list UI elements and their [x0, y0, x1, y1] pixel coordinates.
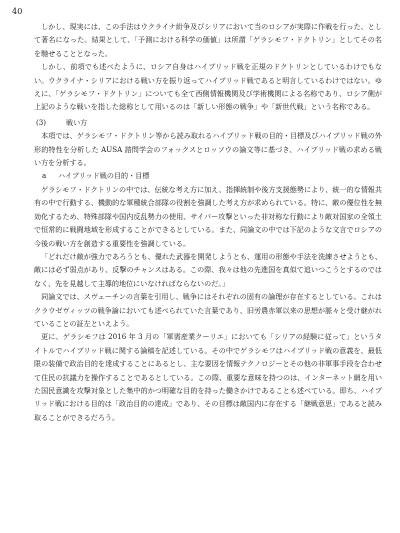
page-number: 40	[12, 7, 23, 16]
section-title: 戦い方	[66, 117, 88, 127]
subsection-heading	[42, 169, 382, 182]
section-heading	[34, 116, 382, 129]
body-paragraph: ゲラシモフ・ドクトリンの中では、伝統な考え方に加え、指揮統制や後方支援態勢により、統一的な情報共有の中で行動する、機動的な軍種統合部隊の役割を強調した考え方が求められている。特に、敵の優位性を無効化するため、特殊部隊や国内反乱勢力の使用、サイバー攻撃といった非対称な行動により敵対国家の全領土で恒常的に戦闘地域を形成することができるとしている。また、同論文の中では下記のような文言でロシアの今後の戦い方を創造する重要性を強調している。	[34, 184, 382, 248]
section-number: (3)	[36, 117, 47, 127]
quotation: 「どれだけ敵が強力であろうとも、優れた武器を開発しようとも、運用の形態や手法を洗練させようとも、敵には必ず弱点があり、反撃のチャンスはある。この際、我々は他の先進国を真似て追いつこうとするのではなく、先を見越して主導的地位にいなければならないのだ。」	[34, 251, 382, 288]
body-paragraph: 更に、ゲラシモフは 2016 年 3 月の「軍需産業クーリエ」においても「シリアの経験に従って」というタイトルでハイブリッド戦に関する論稿を記述している。その中でゲラシモフはハイブリッド戦の意義を、最低限の装備で政治目的を達成することにあるとし、主な要因を情報テクノロジーとその他の非軍事手段を合わせて住民の抗議力を操作することであるとしている。この際、重要な意味を持つのは、インターネット網を用いた国民意識を攻撃対象とした集中的かつ明確な目的を持った働きかけであることも述べている。即ち、ハイブリッド戦における目的は「政治目的の達成」であり、その目標は敵国内に存在する「継戦意思」であると読み取ることができるだろう。	[34, 332, 382, 422]
subsection-mark: a	[42, 171, 47, 181]
body-paragraph: しかし、現実には、この手法はウクライナ紛争及びシリアにおいて当のロシアが実際に作戦を行った、として著名になった。結果として、「予測における科学の価値」は所謂「ゲラシモフ・ドクトリン」としてその名を馳せることとなった。	[34, 22, 382, 58]
body-paragraph: 同論文では、スヴェーチンの言葉を引用し、戦争にはそれぞれの固有の論理が存在するとしている。これはクラウゼヴィッツの戦争論においても述べられていた言葉であり、旧労農赤軍以来の思想が脈々と受け継がれていることの証左といえよう。	[34, 292, 382, 328]
body-paragraph: しかし、前項でも述べたように、ロシア自身はハイブリッド戦を正規のドクトリンとしているわけでもない。ウクライナ・シリアにおける戦い方を振り返ってハイブリッド戦であると明言しているわけではない。ゆえに、「ゲラシモフ・ドクトリン」についても全て西側情報機関及び学術機関による名称であり、ロシア側が上記のような戦いを指した総称として用いるのは「新しい形態の戦争」や「新世代戦」という名称である。	[34, 62, 382, 112]
section-intro: 本項では、ゲラシモフ・ドクトリン等から読み取れるハイブリッド戦の目的・目標及びハイブリッド戦の外形的特性を分析した AUSA 諮問学会のフォックスとロッソウの論文等に基づき、ハイブリッド戦の求める戦い方を分析する。	[34, 131, 382, 168]
document-body	[34, 20, 382, 424]
subsection-title: ハイブリッド戦の目的・目標	[58, 171, 150, 181]
